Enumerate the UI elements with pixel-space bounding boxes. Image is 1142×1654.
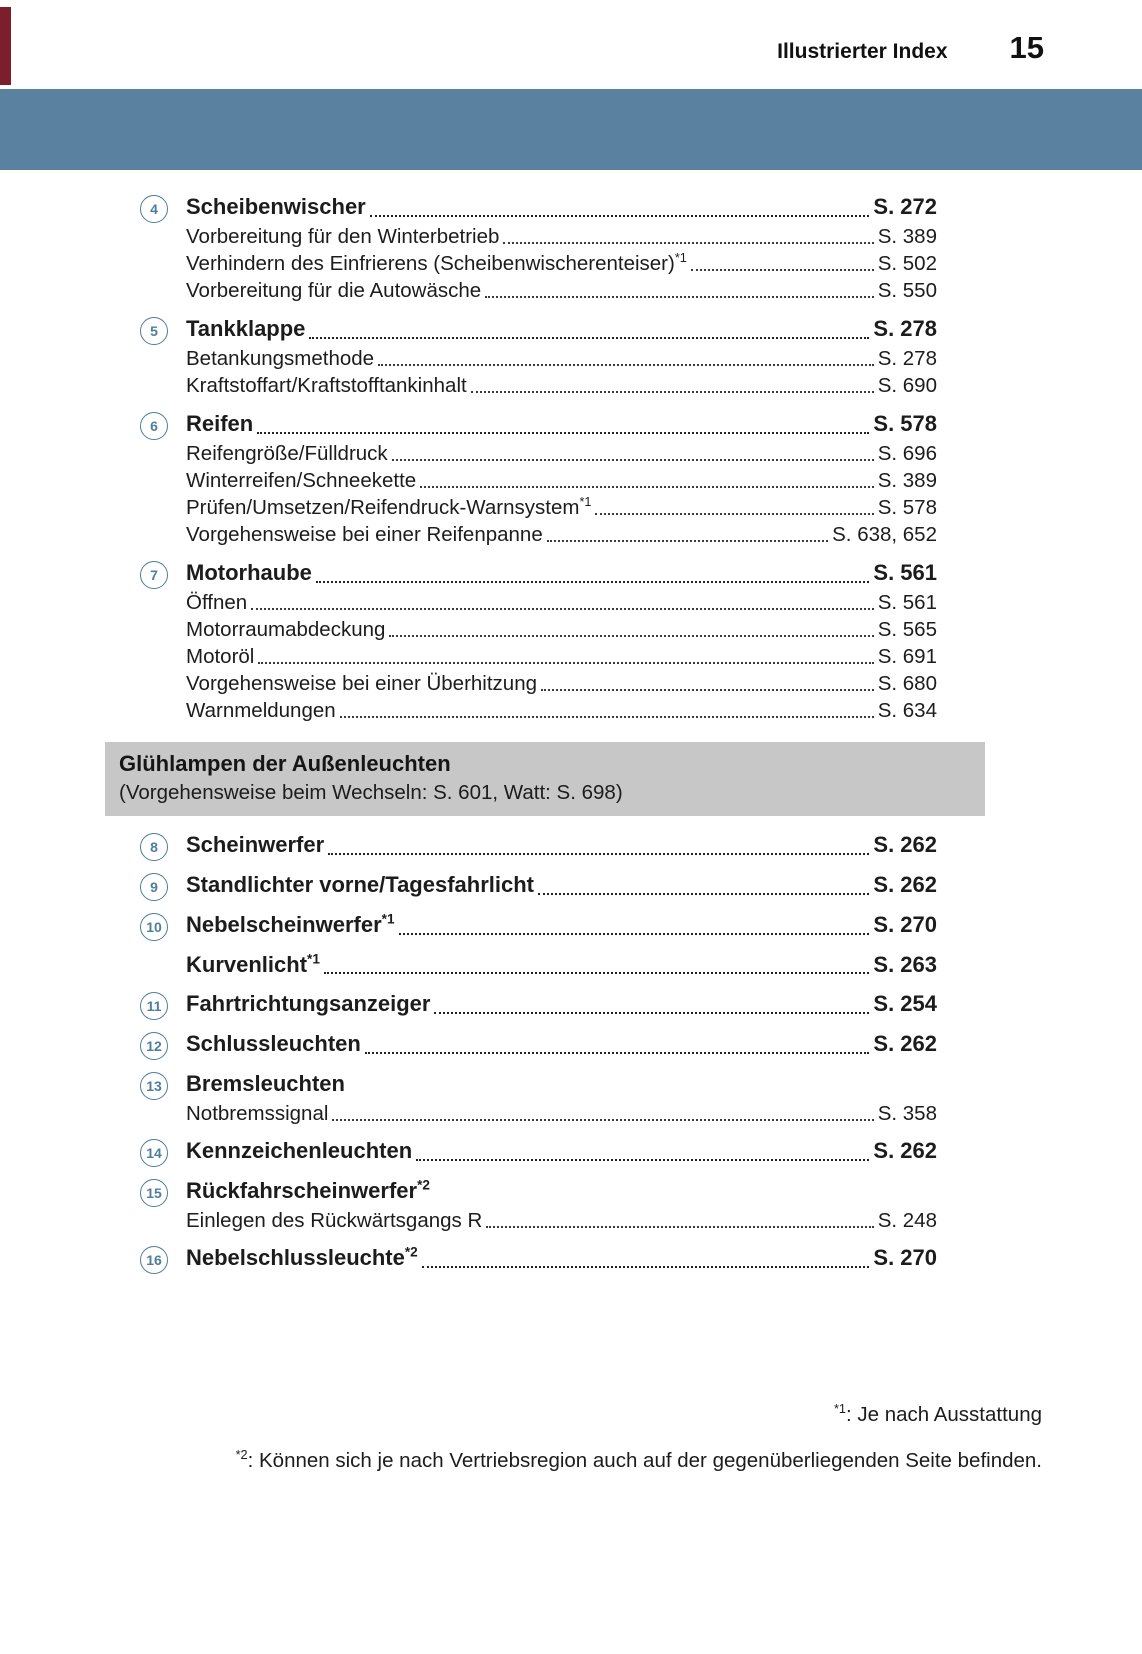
footnote-marker: *2 xyxy=(404,1244,418,1260)
index-row xyxy=(140,616,937,643)
page-ref: S. 389 xyxy=(877,225,937,248)
entry-label: Motoröl xyxy=(186,645,255,668)
page-ref: S. 680 xyxy=(877,672,937,695)
banner-subtitle: (Vorgehensweise beim Wechseln: S. 601, Watt: S. 698) xyxy=(119,781,623,804)
index-row xyxy=(140,1243,937,1274)
dot-leader xyxy=(392,459,874,461)
circled-number: 7 xyxy=(140,561,168,589)
entry-label: Bremsleuchten xyxy=(186,1071,345,1096)
index-body xyxy=(0,182,1142,1274)
page-ref: S. 263 xyxy=(873,952,937,977)
dot-leader xyxy=(691,269,874,271)
entry-label: Motorhaube xyxy=(186,560,312,585)
circled-number: 9 xyxy=(140,873,168,901)
index-row xyxy=(140,950,937,980)
index-row xyxy=(140,345,937,372)
index-section xyxy=(0,830,1142,1274)
section-banner xyxy=(105,742,985,816)
row-number-slot xyxy=(140,561,186,589)
page-ref: S. 691 xyxy=(877,645,937,668)
dot-leader xyxy=(316,581,870,583)
index-row xyxy=(140,192,937,223)
dot-leader xyxy=(370,215,870,217)
index-row xyxy=(140,910,937,941)
footnote-marker: *1 xyxy=(381,911,395,927)
banner-title: Glühlampen der Außenleuchten xyxy=(119,751,451,776)
dot-leader xyxy=(416,1159,869,1161)
page-ref: S. 270 xyxy=(873,912,937,937)
circled-number: 15 xyxy=(140,1179,168,1207)
entry-label: Motorraumabdeckung xyxy=(186,618,386,641)
page-ref: S. 262 xyxy=(873,1138,937,1163)
page-ref: S. 254 xyxy=(873,991,937,1016)
index-row xyxy=(140,223,937,250)
footnotes xyxy=(100,1392,1042,1484)
index-row xyxy=(140,494,937,521)
footnote-marker: *1 xyxy=(833,1401,846,1417)
circled-number: 5 xyxy=(140,317,168,345)
index-row xyxy=(140,643,937,670)
row-number-slot xyxy=(140,317,186,345)
circled-number: 16 xyxy=(140,1246,168,1274)
entry-label: Vorgehensweise bei einer Reifenpanne xyxy=(186,523,543,546)
page-ref: S. 502 xyxy=(877,252,937,275)
entry-label: Schlussleuchten xyxy=(186,1031,361,1056)
page-number: 15 xyxy=(1009,30,1044,65)
entry-label: Notbremssignal xyxy=(186,1102,329,1125)
entry-label: Vorbereitung für die Autowäsche xyxy=(186,279,482,302)
dot-leader xyxy=(503,242,873,244)
page-ref: S. 262 xyxy=(873,1031,937,1056)
dot-leader xyxy=(547,540,828,542)
row-number-slot xyxy=(140,913,186,941)
page-ref: S. 358 xyxy=(877,1102,937,1125)
entry-label: Scheinwerfer xyxy=(186,832,325,857)
index-row xyxy=(140,314,937,345)
dot-leader xyxy=(378,364,874,366)
page-ref: S. 578 xyxy=(873,411,937,436)
index-row xyxy=(140,1207,937,1234)
entry-label: Reifengröße/Fülldruck xyxy=(186,442,388,465)
dot-leader xyxy=(541,689,874,691)
dot-leader xyxy=(251,608,874,610)
row-number-slot xyxy=(140,992,186,1020)
index-row xyxy=(140,870,937,901)
dot-leader xyxy=(434,1012,869,1014)
entry-label: Winterreifen/Schneekette xyxy=(186,469,417,492)
dot-leader xyxy=(486,1226,873,1228)
page-ref: S. 565 xyxy=(877,618,937,641)
circled-number: 11 xyxy=(140,992,168,1020)
page-ref: S. 634 xyxy=(877,699,937,722)
entry-label: Betankungsmethode xyxy=(186,347,375,370)
page-ref: S. 278 xyxy=(877,347,937,370)
row-number-slot xyxy=(140,1179,186,1207)
index-row xyxy=(140,440,937,467)
dot-leader xyxy=(258,662,873,664)
row-number-slot xyxy=(140,1139,186,1167)
entry-label: Prüfen/Umsetzen/Reifendruck-Warnsystem$^{*1}$ xyxy=(186,494,592,519)
index-row xyxy=(140,277,937,304)
index-row xyxy=(140,1176,937,1207)
footnote-marker: *1 xyxy=(579,494,592,510)
entry-label: Nebelschlussleuchte$^{*2}$ xyxy=(186,1244,418,1270)
page-ref: S. 272 xyxy=(873,194,937,219)
index-row xyxy=(140,1029,937,1060)
dot-leader xyxy=(420,486,874,488)
page-ref: S. 550 xyxy=(877,279,937,302)
entry-label: Verhindern des Einfrierens (Scheibenwischerenteiser)$^{*1}$ xyxy=(186,250,687,275)
row-number-slot xyxy=(140,873,186,901)
page-ref: S. 638, 652 xyxy=(832,523,937,546)
page-ref: S. 561 xyxy=(873,560,937,585)
row-number-slot xyxy=(140,1072,186,1100)
row-number-slot xyxy=(140,412,186,440)
index-row xyxy=(140,1136,937,1167)
page-ref: S. 262 xyxy=(873,872,937,897)
entry-label: Vorgehensweise bei einer Überhitzung xyxy=(186,672,538,695)
entry-label: Scheibenwischer xyxy=(186,194,366,219)
footnote-marker: *1 xyxy=(307,951,320,967)
entry-label: Warnmeldungen xyxy=(186,699,336,722)
dot-leader xyxy=(389,635,873,637)
dot-leader xyxy=(332,1119,873,1121)
circled-number: 8 xyxy=(140,833,168,861)
page-ref: S. 262 xyxy=(873,832,937,857)
red-accent-bar xyxy=(0,7,11,85)
index-row xyxy=(140,589,937,616)
row-number-slot xyxy=(140,1032,186,1060)
index-row xyxy=(140,697,937,724)
circled-number: 10 xyxy=(140,913,168,941)
index-section xyxy=(0,192,1142,724)
index-row xyxy=(140,989,937,1020)
row-number-slot xyxy=(140,833,186,861)
page-ref: S. 270 xyxy=(873,1245,937,1270)
entry-label: Tankklappe xyxy=(186,316,306,341)
index-row xyxy=(140,558,937,589)
dot-leader xyxy=(328,853,869,855)
entry-label: Kennzeichenleuchten xyxy=(186,1138,413,1163)
page-ref: S. 278 xyxy=(873,316,937,341)
footnote-1 xyxy=(100,1392,1042,1438)
circled-number: 4 xyxy=(140,195,168,223)
index-row xyxy=(140,830,937,861)
dot-leader xyxy=(340,716,874,718)
entry-label: Reifen xyxy=(186,411,254,436)
page-ref: S. 578 xyxy=(877,496,937,519)
dot-leader xyxy=(257,432,869,434)
footnote-marker: *2 xyxy=(235,1447,248,1463)
index-row xyxy=(140,409,937,440)
row-number-slot xyxy=(140,1246,186,1274)
index-row xyxy=(140,521,937,548)
dot-leader xyxy=(422,1266,870,1268)
page-ref: S. 690 xyxy=(877,374,937,397)
dot-leader xyxy=(595,513,873,515)
page-ref: S. 696 xyxy=(877,442,937,465)
entry-label: Einlegen des Rückwärtsgangs R xyxy=(186,1209,483,1232)
page-header xyxy=(777,30,1044,66)
dot-leader xyxy=(538,893,869,895)
circled-number: 13 xyxy=(140,1072,168,1100)
footnote-2 xyxy=(100,1438,1042,1484)
index-row xyxy=(140,670,937,697)
index-row xyxy=(140,372,937,399)
entry-label: Nebelscheinwerfer$^{*1}$ xyxy=(186,911,395,937)
dot-leader xyxy=(365,1052,870,1054)
dot-leader xyxy=(309,337,869,339)
circled-number: 12 xyxy=(140,1032,168,1060)
footnote-marker: *2 xyxy=(417,1177,430,1193)
page-ref: S. 389 xyxy=(877,469,937,492)
footnote-text: : Je nach Ausstattung xyxy=(845,1403,1042,1426)
header-title: Illustrierter Index xyxy=(777,40,948,63)
page-ref: S. 561 xyxy=(877,591,937,614)
entry-label: Kraftstoffart/Kraftstofftankinhalt xyxy=(186,374,467,397)
dot-leader xyxy=(485,296,874,298)
page-ref: S. 248 xyxy=(877,1209,937,1232)
entry-label: Vorbereitung für den Winterbetrieb xyxy=(186,225,500,248)
dot-leader xyxy=(471,391,874,393)
index-row xyxy=(140,467,937,494)
footnote-marker: *1 xyxy=(674,250,687,266)
row-number-slot xyxy=(140,195,186,223)
index-row xyxy=(140,1069,937,1100)
dot-leader xyxy=(324,972,869,974)
entry-label: Standlichter vorne/Tagesfahrlicht xyxy=(186,872,535,897)
header-band xyxy=(0,89,1142,170)
index-row xyxy=(140,1100,937,1127)
circled-number: 14 xyxy=(140,1139,168,1167)
footnote-text: : Können sich je nach Vertriebsregion auch auf der gegenüberliegenden Seite befinden. xyxy=(247,1449,1042,1472)
index-row xyxy=(140,250,937,277)
entry-label: Kurvenlicht$^{*1}$ xyxy=(186,951,320,977)
entry-label: Rückfahrscheinwerfer$^{*2}$ xyxy=(186,1177,430,1203)
entry-label: Fahrtrichtungsanzeiger xyxy=(186,991,431,1016)
circled-number: 6 xyxy=(140,412,168,440)
entry-label: Öffnen xyxy=(186,591,248,614)
dot-leader xyxy=(399,933,870,935)
